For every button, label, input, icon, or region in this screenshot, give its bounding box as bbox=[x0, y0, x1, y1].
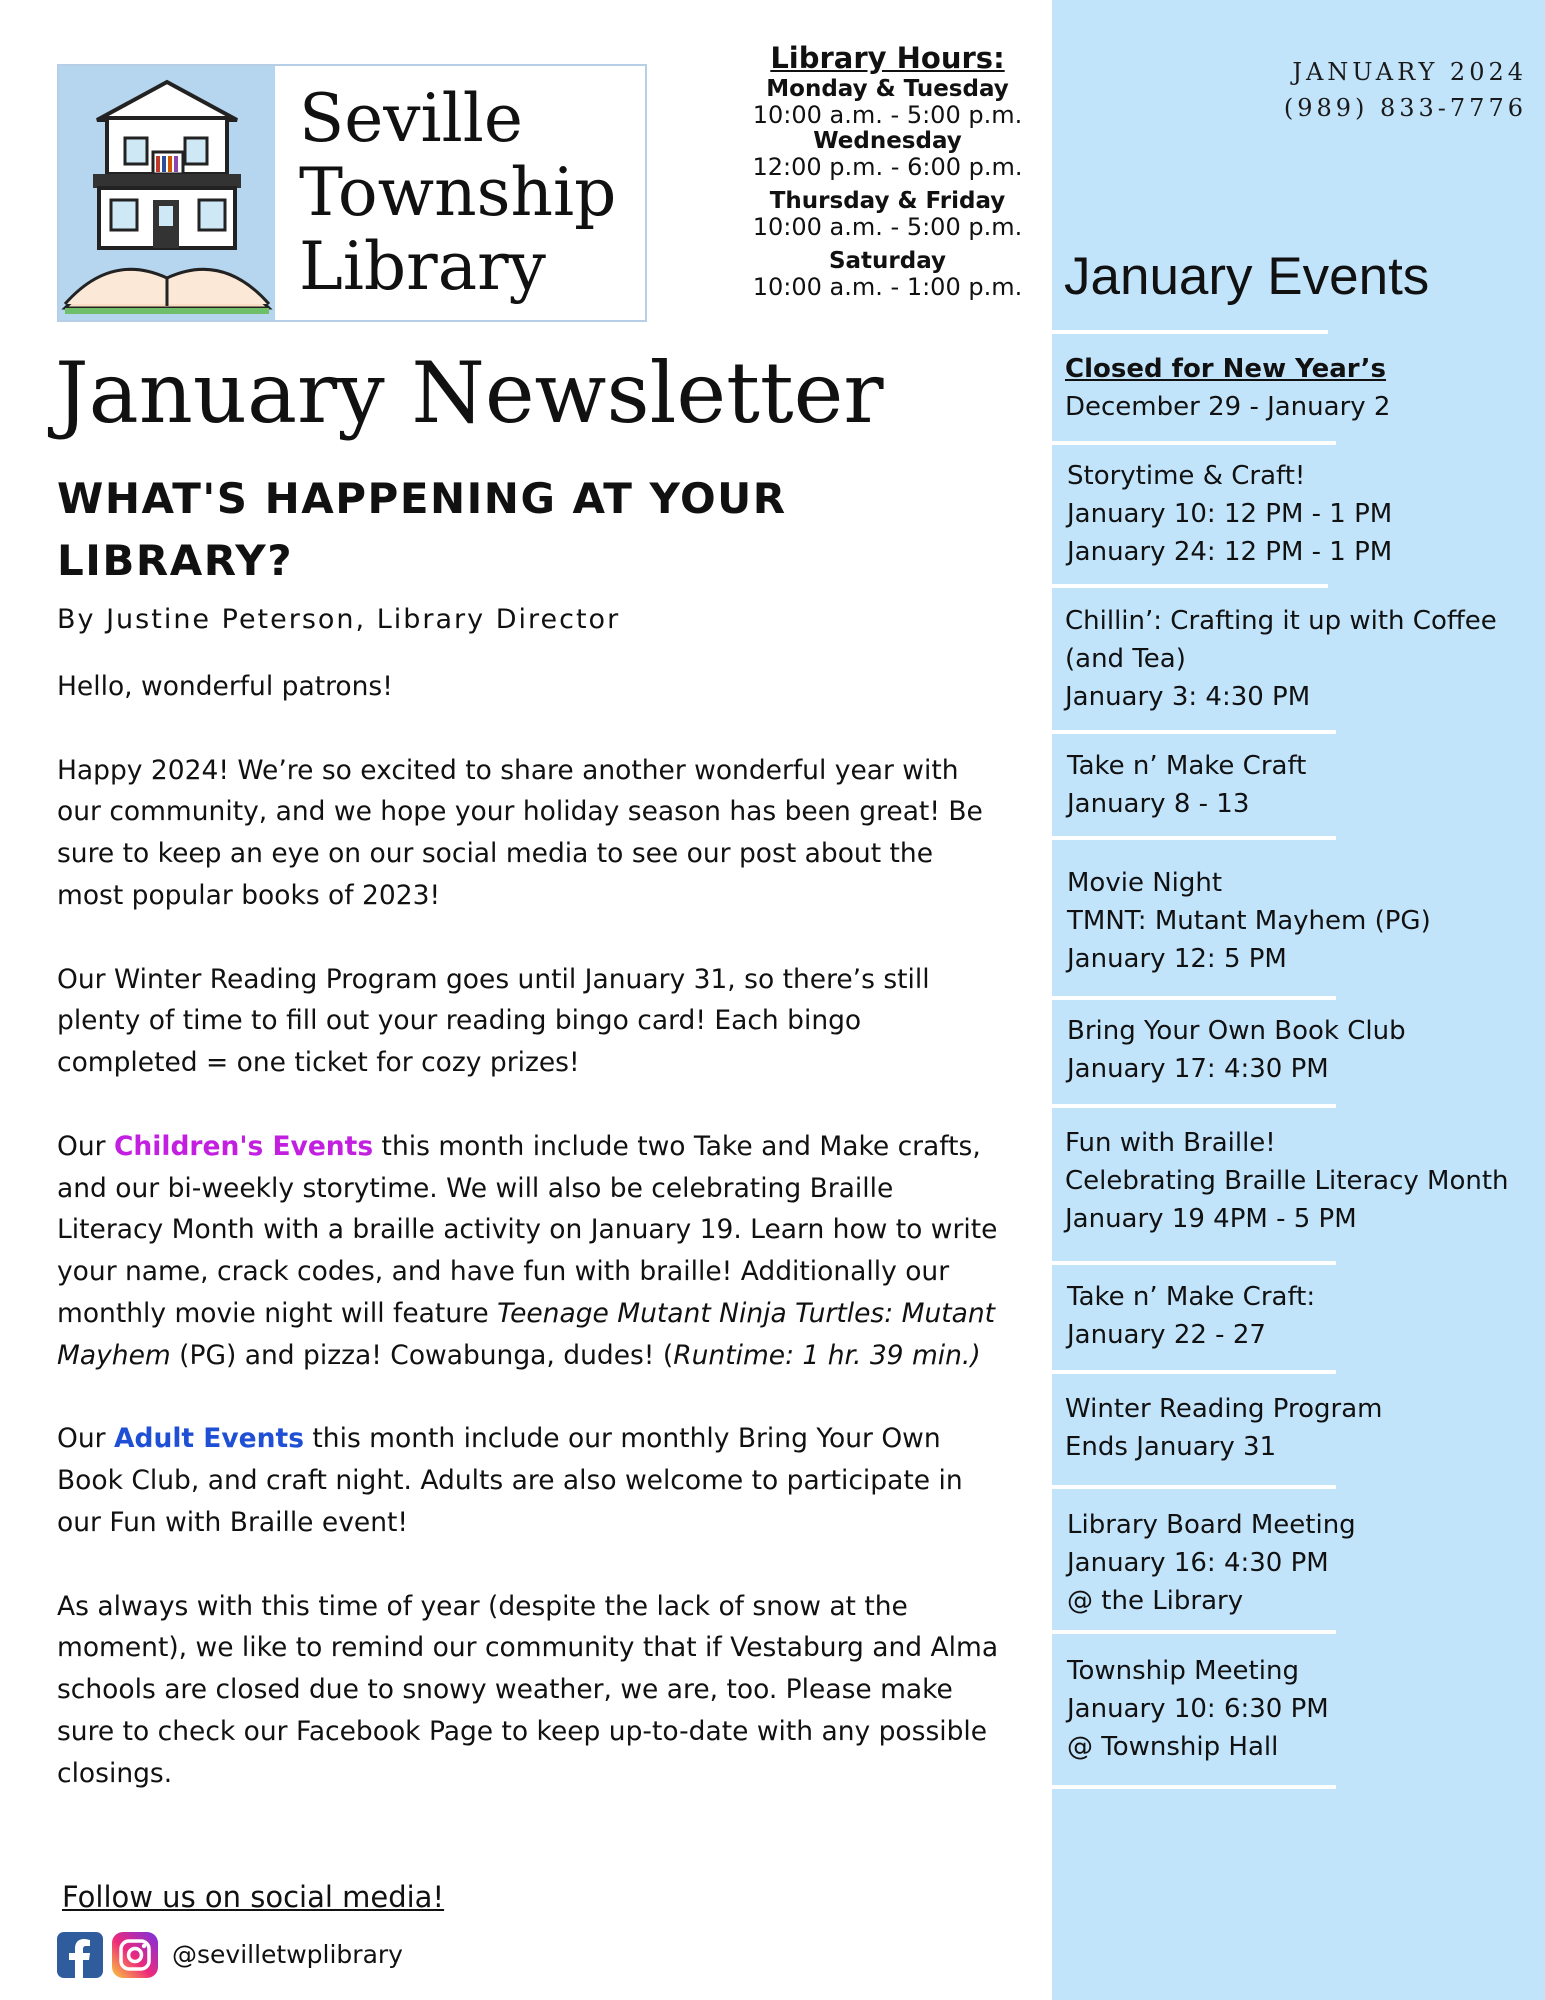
divider bbox=[1052, 836, 1336, 840]
event-item bbox=[1067, 1652, 1542, 1766]
divider bbox=[1052, 730, 1336, 734]
greeting: Hello, wonderful patrons! bbox=[57, 671, 393, 702]
event-item bbox=[1065, 602, 1540, 716]
event-detail: Celebrating Braille Literacy Month bbox=[1065, 1166, 1509, 1196]
instagram-icon[interactable] bbox=[112, 1932, 158, 1978]
movie-title: Teenage Mutant Ninja Turtles: Mutant Mayhem bbox=[57, 1297, 996, 1371]
text: Our bbox=[57, 1423, 114, 1455]
event-title: Library Board Meeting bbox=[1067, 1510, 1356, 1540]
library-hours bbox=[740, 40, 1035, 300]
hours-title: Library Hours: bbox=[770, 41, 1005, 75]
divider bbox=[1052, 996, 1336, 1000]
article-body bbox=[57, 666, 1002, 1836]
event-detail: January 19 4PM - 5 PM bbox=[1065, 1204, 1357, 1234]
runtime: Runtime: 1 hr. 39 min.) bbox=[673, 1339, 981, 1371]
paragraph-adult-events bbox=[57, 1418, 1002, 1543]
text: this month include our monthly Bring Your Own Book Club, and craft night. Adults are also welcome to participate in our Fun with Braille event! bbox=[57, 1423, 963, 1538]
event-detail: January 12: 5 PM bbox=[1067, 944, 1287, 974]
adult-events-highlight: Adult Events bbox=[113, 1423, 304, 1455]
paragraph-children-events bbox=[57, 1126, 1002, 1377]
facebook-icon[interactable] bbox=[57, 1932, 103, 1978]
library-name-line3: Library bbox=[299, 228, 546, 305]
event-item bbox=[1067, 1278, 1542, 1354]
events-title: January Events bbox=[1064, 247, 1430, 306]
library-logo bbox=[57, 64, 647, 322]
event-detail: @ the Library bbox=[1067, 1586, 1244, 1616]
event-item bbox=[1067, 864, 1542, 978]
divider bbox=[1052, 1785, 1336, 1789]
divider bbox=[1052, 584, 1328, 588]
event-detail: TMNT: Mutant Mayhem (PG) bbox=[1067, 906, 1431, 936]
event-title: Movie Night bbox=[1067, 868, 1223, 898]
phone-number: (989) 833-7776 bbox=[1283, 94, 1527, 122]
issue-info bbox=[1284, 54, 1527, 126]
library-house-book-icon bbox=[59, 66, 275, 320]
hours-time: 10:00 a.m. - 5:00 p.m. bbox=[752, 101, 1023, 129]
divider bbox=[1052, 330, 1328, 334]
paragraph-closings: As always with this time of year (despite the lack of snow at the moment), we like to remind our community that if Vestaburg and Alma schools are closed due to snowy weather, we are, too. Please make sure to check our Facebook Page to keep up-to-date with any possible closings. bbox=[57, 1590, 999, 1789]
event-item bbox=[1065, 1124, 1540, 1238]
event-title: Chillin’: Crafting it up with Coffee (and Tea) bbox=[1065, 606, 1497, 674]
event-item bbox=[1067, 457, 1542, 571]
hours-day: Saturday bbox=[828, 248, 947, 274]
divider bbox=[1052, 1630, 1336, 1634]
children-events-highlight: Children's Events bbox=[113, 1130, 374, 1162]
event-detail: December 29 - January 2 bbox=[1065, 392, 1391, 422]
event-item bbox=[1065, 350, 1540, 426]
divider bbox=[1052, 1104, 1336, 1108]
divider bbox=[1052, 1370, 1336, 1374]
library-name-line2: Township bbox=[299, 154, 617, 231]
events-sidebar bbox=[1052, 0, 1545, 2000]
event-item bbox=[1067, 747, 1542, 823]
hours-time: 10:00 a.m. - 5:00 p.m. bbox=[752, 213, 1023, 241]
page-title: January Newsletter bbox=[55, 344, 884, 442]
divider bbox=[1052, 1485, 1336, 1489]
social-handle[interactable]: @sevilletwplibrary bbox=[172, 1940, 403, 1969]
event-detail: January 24: 12 PM - 1 PM bbox=[1067, 537, 1393, 567]
event-title: Bring Your Own Book Club bbox=[1067, 1016, 1406, 1046]
event-item bbox=[1067, 1012, 1542, 1088]
event-detail: January 17: 4:30 PM bbox=[1067, 1054, 1329, 1084]
event-detail: January 8 - 13 bbox=[1067, 789, 1250, 819]
event-title: Storytime & Craft! bbox=[1067, 461, 1306, 491]
paragraph-winter-reading: Our Winter Reading Program goes until January 31, so there’s still plenty of time to fill out your reading bingo card! Each bingo completed = one ticket for cozy prizes! bbox=[57, 963, 930, 1079]
paragraph-intro: Happy 2024! We’re so excited to share another wonderful year with our community, and we hope your holiday season has been great! Be sure to keep an eye on our social media to see our post about the most popular books of 2023! bbox=[57, 754, 983, 911]
hours-day: Monday & Tuesday bbox=[766, 76, 1009, 102]
text: (PG) and pizza! Cowabunga, dudes! ( bbox=[170, 1339, 674, 1371]
event-title: Take n’ Make Craft bbox=[1067, 751, 1307, 781]
social-heading: Follow us on social media! bbox=[62, 1880, 445, 1914]
event-item bbox=[1067, 1506, 1542, 1620]
hours-time: 10:00 a.m. - 1:00 p.m. bbox=[752, 273, 1023, 301]
event-title: Winter Reading Program bbox=[1065, 1394, 1383, 1424]
divider bbox=[1052, 441, 1336, 445]
event-title: Township Meeting bbox=[1067, 1656, 1299, 1686]
hours-time: 12:00 p.m. - 6:00 p.m. bbox=[752, 153, 1023, 181]
event-detail: January 10: 12 PM - 1 PM bbox=[1067, 499, 1393, 529]
event-detail: January 3: 4:30 PM bbox=[1065, 682, 1311, 712]
text: this month include two Take and Make crafts, and our bi-weekly storytime. We will also be celebrating Braille Literacy Month with a braille activity on January 19. Learn how to write your name, crack codes, and have fun with braille! Additionally our monthly movie night will feature bbox=[57, 1130, 998, 1329]
event-detail: Ends January 31 bbox=[1065, 1432, 1277, 1462]
text: Our bbox=[57, 1130, 114, 1162]
event-detail: January 16: 4:30 PM bbox=[1067, 1548, 1329, 1578]
hours-day: Thursday & Friday bbox=[769, 188, 1006, 214]
event-title: Closed for New Year’s bbox=[1065, 354, 1387, 384]
event-detail: January 10: 6:30 PM bbox=[1067, 1694, 1329, 1724]
hours-day: Wednesday bbox=[813, 128, 962, 154]
event-title: Take n’ Make Craft: bbox=[1067, 1282, 1316, 1312]
event-detail: January 22 - 27 bbox=[1067, 1320, 1266, 1350]
issue-date: JANUARY 2024 bbox=[1292, 58, 1527, 86]
library-name-line1: Seville bbox=[299, 80, 523, 157]
article-byline: By Justine Peterson, Library Director bbox=[57, 604, 621, 635]
divider bbox=[1052, 1261, 1336, 1265]
article-headline: WHAT'S HAPPENING AT YOUR LIBRARY? bbox=[57, 474, 787, 585]
event-detail: @ Township Hall bbox=[1067, 1732, 1279, 1762]
library-name bbox=[299, 82, 616, 304]
event-item bbox=[1065, 1390, 1540, 1466]
event-title: Fun with Braille! bbox=[1065, 1128, 1276, 1158]
